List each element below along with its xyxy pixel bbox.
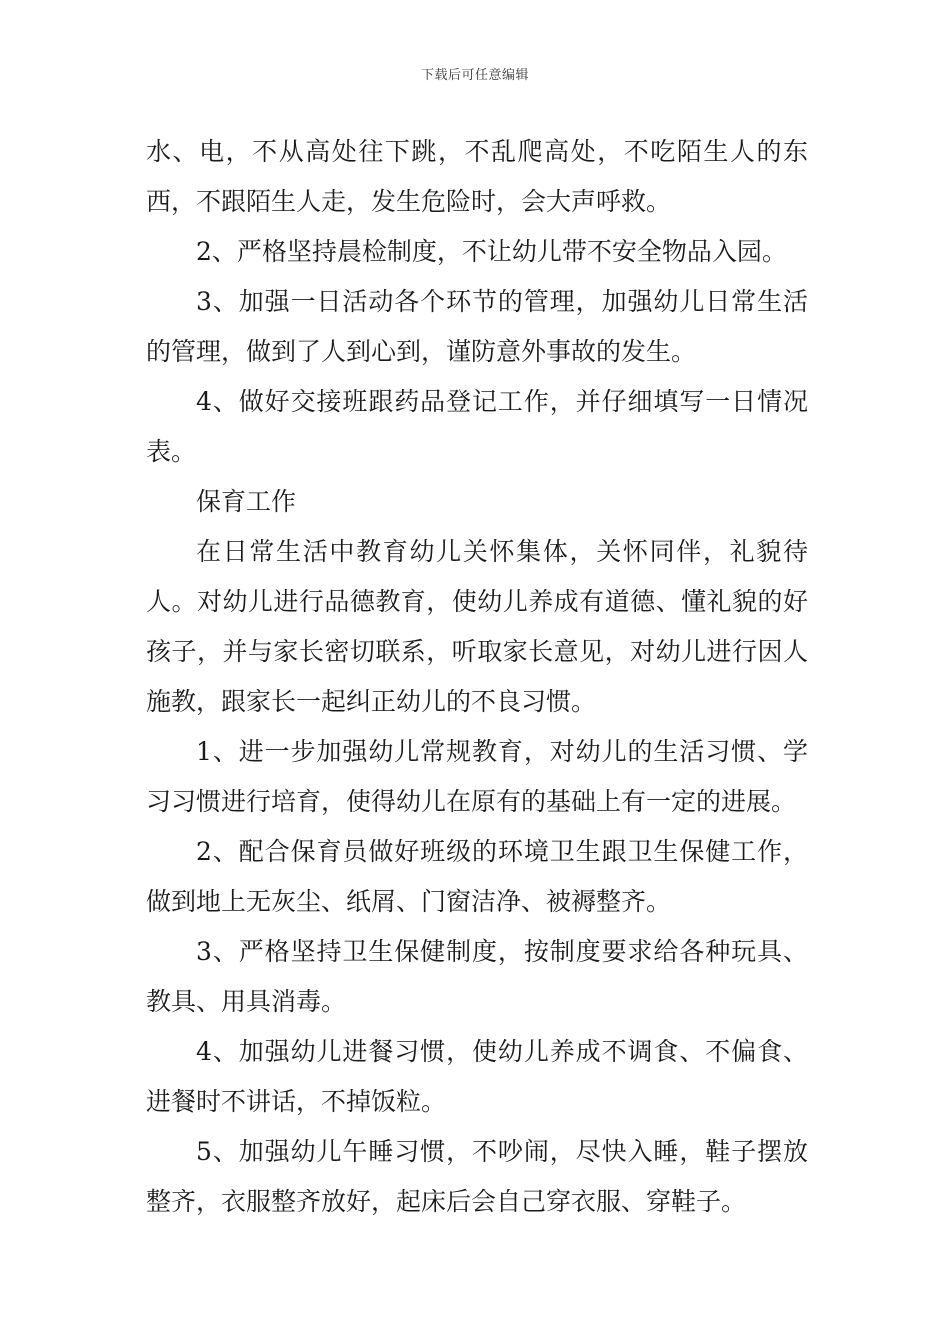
paragraph: 2、配合保育员做好班级的环境卫生跟卫生保健工作，做到地上无灰尘、纸屑、门窗洁净、被褥整齐。 xyxy=(146,837,808,916)
paragraph: 在日常生活中教育幼儿关怀集体，关怀同伴，礼貌待人。对幼儿进行品德教育，使幼儿养成有道德、懂礼貌的好孩子，并与家长密切联系，听取家长意见，对幼儿进行因人施教，跟家长一起纠正幼儿的不良习惯。 xyxy=(146,537,808,716)
paragraph: 1、进一步加强幼儿常规教育，对幼儿的生活习惯、学习习惯进行培育，使得幼儿在原有的基础上有一定的进展。 xyxy=(146,737,808,816)
paragraph: 4、做好交接班跟药品登记工作，并仔细填写一日情况表。 xyxy=(146,387,808,466)
paragraph: 水、电，不从高处往下跳，不乱爬高处，不吃陌生人的东西，不跟陌生人走，发生危险时，会大声呼救。 xyxy=(146,137,808,216)
paragraph: 3、加强一日活动各个环节的管理，加强幼儿日常生活的管理，做到了人到心到，谨防意外事故的发生。 xyxy=(146,287,808,366)
paragraph: 2、严格坚持晨检制度，不让幼儿带不安全物品入园。 xyxy=(196,237,787,266)
paragraph: 4、加强幼儿进餐习惯，使幼儿养成不调食、不偏食、进餐时不讲话，不掉饭粒。 xyxy=(146,1037,808,1116)
section-heading: 保育工作 xyxy=(196,487,297,516)
paragraph: 3、严格坚持卫生保健制度，按制度要求给各种玩具、教具、用具消毒。 xyxy=(146,937,808,1016)
document-body xyxy=(146,127,808,1227)
paragraph: 5、加强幼儿午睡习惯，不吵闹，尽快入睡，鞋子摆放整齐，衣服整齐放好，起床后会自己穿衣服、穿鞋子。 xyxy=(146,1137,808,1216)
page-header: 下载后可任意编辑 xyxy=(420,68,529,83)
